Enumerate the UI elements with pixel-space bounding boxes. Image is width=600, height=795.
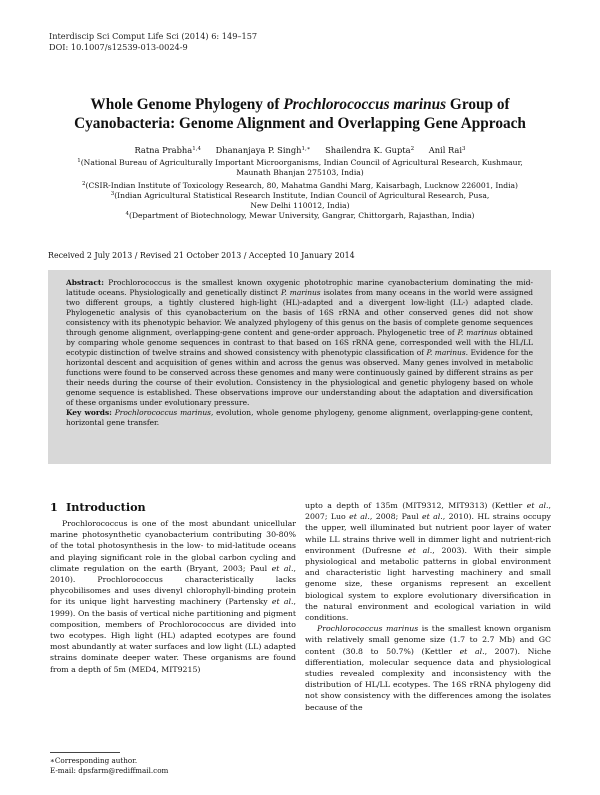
paragraph — [50, 518, 296, 675]
abstract-part: isolates from many oceans in the world were assigned two different groups, a tightly clustered high-light (HL)-adapted and a divergent low-light (LL-) adapted clade. Phylogenetic analysis of this cyanobacterium on the basis of 16S rRNA and other conserved genes did not show consistency with its phenotypic behavior. We analyzed phylogeny of this genus on the basis of complete genome sequences through genome alignment, overlapping-gene content and gene-order approach. Phylogenetic tree of — [66, 288, 533, 337]
paragraph — [305, 623, 551, 713]
species-name: Prochlorococcus marinus — [317, 624, 419, 634]
footnotes — [50, 756, 168, 775]
keywords-text: , evolution, whole genome phylogeny, genome alignment, overlapping-gene content, horizontal gene transfer. — [66, 408, 533, 427]
author-affil-mark: 3 — [462, 146, 466, 152]
text-run: , 2003). With their simple physiological and metabolic patterns in global environment and characteristic light harvesting machinery and small genome size, these organisms represent an excellent biological system to explore evolutionary diversification in the natural environment and ecological variation in wild conditions. — [305, 545, 551, 623]
etal: et al. — [349, 512, 370, 522]
journal-header — [49, 31, 257, 52]
author-list — [40, 145, 560, 156]
abstract-part: obtained by comparing whole genome sequences in contrast to that based on 16S rRNA gene, corresponded well with the HL/LL ecotypic distinction of twelve strains and showed consistency with phenotypic classification of — [66, 328, 534, 357]
affil-text: (CSIR-Indian Institute of Toxicology Research, 80, Mahatma Gandhi Marg, Kaisarbagh, Lucknow 226001, India) — [85, 180, 519, 190]
author-name: Ratna Prabha — [134, 145, 193, 155]
title-line-2: Cyanobacteria: Genome Alignment and Overlapping Gene Approach — [74, 115, 526, 132]
abstract-part: . Evidence for the horizontal descent and acquisition of genes within and across the genus was observed. Many genes involved in metabolic functions were found to be conserved across these genomes and many were continuously gained by different strains as per their needs during the course of their evolution. Consistency in the physiological and genetic phylogeny based on whole genome sequence is established. These observations improve our understanding about the adaptation and diversification of these organisms under evolutionary pressure. — [66, 348, 533, 407]
section-heading — [50, 500, 146, 514]
text-run: , 2010). Prochlorococcus characteristically lacks phycobilisomes and uses divenyl chlorophyll-binding protein for its unique light harvesting machinery (Partensky — [50, 563, 296, 607]
etal: et al. — [422, 512, 443, 522]
text-run: , 2008; Paul — [369, 512, 423, 522]
received-dates: Received 2 July 2013 / Revised 21 October 2013 / Accepted 10 January 2014 — [48, 251, 355, 260]
text-run: , 1999). On the basis of vertical niche partitioning and pigment composition, members of Prochlorococcus are divided into two ecotypes. High light (HL) adapted ecotypes are found most abundantly at water surfaces and low light (LL) adapted strains dominate deeper water. These organisms are found from a depth of 5m (MED4, MIT9215) — [50, 597, 296, 674]
author-name: Shailendra K. Gupta — [325, 145, 411, 155]
title-part: Whole Genome Phylogeny of — [90, 96, 284, 113]
text-run: upto a depth of 135m (MIT9312, MIT9313) (Kettler — [305, 501, 527, 510]
title-part: Group of — [446, 96, 510, 113]
affil-mark: 1 — [77, 158, 81, 164]
affil-text: Maunath Bhanjan 275103, India) — [236, 168, 364, 178]
abstract-text — [66, 278, 533, 408]
text-run: is the smallest known organism with relatively small genome size (1.7 to 2.7 Mb) and GC content (30.8 to 50.7%) (Kettler — [305, 624, 551, 656]
affil-mark: 3 — [110, 190, 115, 197]
affiliation — [40, 158, 560, 168]
paragraph — [305, 500, 551, 623]
journal-doi: DOI: 10.1007/s12539-013-0024-9 — [49, 41, 188, 52]
affil-mark: 2 — [81, 180, 86, 187]
author-affil-mark: 1,4 — [192, 146, 201, 152]
affil-text: (Department of Biotechnology, Mewar University, Gangrar, Chittorgarh, Rajasthan, India) — [129, 211, 475, 221]
keywords-label: Key words: — [66, 408, 112, 417]
affil-mark: 4 — [125, 211, 129, 218]
author-email: E-mail: dpsfarm@rediffmail.com — [50, 765, 169, 775]
abstract-box — [48, 270, 551, 464]
journal-citation: Interdiscip Sci Comput Life Sci (2014) 6: 149–157 — [49, 31, 258, 41]
etal: et al. — [408, 545, 433, 555]
affiliation — [40, 168, 560, 178]
footnote-divider — [50, 752, 120, 753]
abstract-label: Abstract: — [66, 278, 105, 287]
abstract-species: P. marinus — [426, 348, 466, 357]
text-run: , 2010). HL strains occupy the upper, well illuminated but nutrient poor layer of water while LL strains thrive well in dimmer light and nutrient-rich environment (Dufresne — [305, 512, 551, 555]
paper-title — [40, 95, 560, 133]
etal: et al. — [526, 501, 549, 510]
etal: et al. — [271, 563, 294, 573]
author-affil-mark: 1,∗ — [301, 146, 311, 152]
text-run: Prochlorococcus is one of the most abundant unicellular marine photosynthetic cyanobacterium contributing 30-80% of the total photosynthesis in the low- to mid-latitude oceans and playing significant role in the global carbon cycling and climate regulation on the earth (Bryant, 2003; Paul — [50, 519, 296, 573]
affiliation — [40, 201, 560, 211]
affil-text: (National Bureau of Agriculturally Important Microorganisms, Indian Council of Agricultural Research, Kushmaur, — [80, 158, 523, 167]
keywords — [66, 408, 533, 428]
left-column — [50, 518, 296, 675]
abstract-species: P. marinus — [281, 288, 321, 297]
author-name: Anil Rai — [428, 145, 463, 155]
title-species: Prochlorococcus marinus — [283, 96, 447, 113]
affiliation — [40, 191, 560, 201]
etal: et al. — [271, 597, 294, 607]
affiliation — [40, 181, 560, 191]
affiliation-list — [40, 158, 560, 222]
corresponding-author-note: ∗Corresponding author. — [50, 756, 138, 765]
keywords-species: Prochlorococcus marinus — [111, 408, 211, 417]
etal: et al. — [459, 646, 485, 656]
affiliation — [40, 211, 560, 221]
abstract-species: P. marinus — [457, 328, 498, 337]
abstract-part: Prochlorococcus is the smallest known oxygenic phototrophic marine cyanobacterium dominating the mid-latitude oceans. Physiologically and genetically distinct — [66, 278, 533, 297]
author-affil-mark: 2 — [410, 146, 415, 152]
author-name: Dhananjaya P. Singh — [215, 145, 302, 155]
right-column — [305, 500, 551, 713]
text-run: , 2007; Luo — [305, 501, 551, 522]
text-run: , 2007). Niche differentiation, molecular sequence data and physiological studies revealed complexity and inconsistency with the distribution of HL/LL ecotypes. The 16S rRNA phylogeny did not show consistency with the differences among the isolates because of the — [305, 646, 551, 712]
affil-text: (Indian Agricultural Statistical Research Institute, Indian Council of Agricultural Research, Pusa, — [114, 190, 490, 200]
section-title: Introduction — [66, 500, 146, 514]
affil-text: New Delhi 110012, India) — [250, 201, 350, 211]
section-number: 1 — [50, 500, 58, 514]
